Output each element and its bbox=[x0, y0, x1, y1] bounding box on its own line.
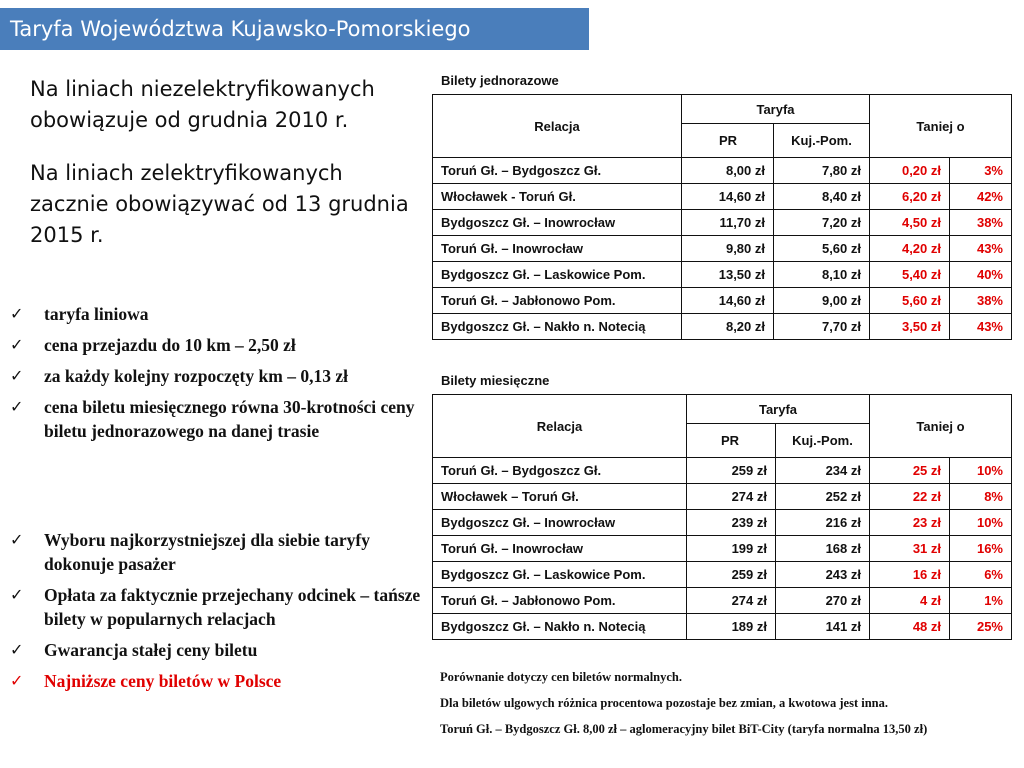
relation-cell: Włocławek - Toruń Gł. bbox=[433, 184, 682, 210]
checkmark-icon: ✓ bbox=[10, 366, 24, 385]
cheaper-amount-cell: 5,60 zł bbox=[870, 288, 950, 314]
kuj-pom-price-cell: 7,80 zł bbox=[774, 158, 870, 184]
footnote: Porównanie dotyczy cen biletów normalnych. bbox=[440, 670, 682, 684]
table-row bbox=[433, 588, 1012, 614]
tariff-header: Taryfa bbox=[687, 395, 870, 424]
relation-cell: Bydgoszcz Gł. – Laskowice Pom. bbox=[433, 562, 687, 588]
kuj-pom-price-cell: 8,40 zł bbox=[774, 184, 870, 210]
cheaper-amount-cell: 31 zł bbox=[870, 536, 950, 562]
cheaper-percent-cell: 43% bbox=[950, 236, 1012, 262]
pr-price-cell: 189 zł bbox=[687, 614, 776, 640]
cheaper-amount-cell: 16 zł bbox=[870, 562, 950, 588]
relation-cell: Bydgoszcz Gł. – Nakło n. Notecią bbox=[433, 614, 687, 640]
pr-price-cell: 239 zł bbox=[687, 510, 776, 536]
cheaper-percent-cell: 10% bbox=[950, 510, 1012, 536]
relation-cell: Toruń Gł. – Inowrocław bbox=[433, 236, 682, 262]
list-item-text: taryfa liniowa bbox=[44, 304, 149, 324]
cheaper-header: Taniej o bbox=[870, 95, 1012, 158]
cheaper-amount-cell: 3,50 zł bbox=[870, 314, 950, 340]
pr-header: PR bbox=[682, 124, 774, 158]
cheaper-percent-cell: 40% bbox=[950, 262, 1012, 288]
relation-cell: Bydgoszcz Gł. – Inowrocław bbox=[433, 210, 682, 236]
cheaper-amount-cell: 5,40 zł bbox=[870, 262, 950, 288]
checkmark-icon: ✓ bbox=[10, 640, 24, 659]
relation-cell: Bydgoszcz Gł. – Nakło n. Notecią bbox=[433, 314, 682, 340]
kuj-pom-price-cell: 243 zł bbox=[776, 562, 870, 588]
cheaper-amount-cell: 0,20 zł bbox=[870, 158, 950, 184]
cheaper-amount-cell: 6,20 zł bbox=[870, 184, 950, 210]
intro-paragraph-1: Na liniach niezelektryfikowanych obowiązuje od grudnia 2010 r. bbox=[30, 77, 375, 132]
table-row bbox=[433, 210, 1012, 236]
monthly-tickets-label: Bilety miesięczne bbox=[441, 373, 550, 388]
footnotes bbox=[440, 664, 1020, 742]
cheaper-percent-cell: 10% bbox=[950, 458, 1012, 484]
pr-header: PR bbox=[687, 424, 776, 458]
list-item bbox=[8, 333, 428, 357]
list-item-highlight bbox=[8, 669, 428, 693]
benefits-list bbox=[8, 528, 428, 700]
table-row bbox=[433, 184, 1012, 210]
cheaper-percent-cell: 6% bbox=[950, 562, 1012, 588]
cheaper-percent-cell: 8% bbox=[950, 484, 1012, 510]
checkmark-icon: ✓ bbox=[10, 304, 24, 323]
kuj-pom-price-cell: 252 zł bbox=[776, 484, 870, 510]
relation-cell: Bydgoszcz Gł. – Laskowice Pom. bbox=[433, 262, 682, 288]
pr-price-cell: 9,80 zł bbox=[682, 236, 774, 262]
intro-text bbox=[30, 74, 410, 273]
list-item bbox=[8, 395, 428, 443]
kuj-pom-price-cell: 216 zł bbox=[776, 510, 870, 536]
kuj-pom-header: Kuj.-Pom. bbox=[774, 124, 870, 158]
table-row bbox=[433, 510, 1012, 536]
pr-price-cell: 274 zł bbox=[687, 484, 776, 510]
cheaper-percent-cell: 38% bbox=[950, 288, 1012, 314]
footnote: Toruń Gł. – Bydgoszcz Gł. 8,00 zł – aglomeracyjny bilet BiT-City (taryfa normalna 13,50 zł) bbox=[440, 722, 928, 736]
table-row bbox=[433, 262, 1012, 288]
relation-header: Relacja bbox=[433, 395, 687, 458]
table-row bbox=[433, 158, 1012, 184]
pr-price-cell: 259 zł bbox=[687, 562, 776, 588]
cheaper-amount-cell: 4,50 zł bbox=[870, 210, 950, 236]
slide-title: Taryfa Województwa Kujawsko-Pomorskiego bbox=[0, 8, 589, 50]
list-item-text: cena biletu miesięcznego równa 30-krotności ceny biletu jednorazowego na danej trasie bbox=[44, 397, 415, 441]
intro-paragraph-2: Na liniach zelektryfikowanych zacznie obowiązywać od 13 grudnia 2015 r. bbox=[30, 161, 409, 247]
kuj-pom-price-cell: 141 zł bbox=[776, 614, 870, 640]
relation-cell: Toruń Gł. – Bydgoszcz Gł. bbox=[433, 158, 682, 184]
kuj-pom-price-cell: 7,20 zł bbox=[774, 210, 870, 236]
relation-cell: Bydgoszcz Gł. – Inowrocław bbox=[433, 510, 687, 536]
cheaper-amount-cell: 25 zł bbox=[870, 458, 950, 484]
table-row bbox=[433, 314, 1012, 340]
cheaper-percent-cell: 43% bbox=[950, 314, 1012, 340]
table-row bbox=[433, 458, 1012, 484]
cheaper-percent-cell: 3% bbox=[950, 158, 1012, 184]
footnote: Dla biletów ulgowych różnica procentowa pozostaje bez zmian, a kwotowa jest inna. bbox=[440, 696, 888, 710]
table-row bbox=[433, 562, 1012, 588]
tariff-rules-list bbox=[8, 302, 428, 450]
monthly-tickets-table bbox=[432, 394, 1012, 640]
list-item-text: Najniższe ceny biletów w Polsce bbox=[44, 671, 282, 691]
cheaper-percent-cell: 16% bbox=[950, 536, 1012, 562]
relation-cell: Toruń Gł. – Jabłonowo Pom. bbox=[433, 288, 682, 314]
pr-price-cell: 8,00 zł bbox=[682, 158, 774, 184]
single-tickets-label: Bilety jednorazowe bbox=[441, 73, 559, 88]
pr-price-cell: 13,50 zł bbox=[682, 262, 774, 288]
cheaper-amount-cell: 22 zł bbox=[870, 484, 950, 510]
checkmark-icon: ✓ bbox=[10, 585, 24, 604]
table-row bbox=[433, 536, 1012, 562]
checkmark-icon: ✓ bbox=[10, 335, 24, 354]
list-item bbox=[8, 528, 428, 576]
list-item bbox=[8, 302, 428, 326]
table-row bbox=[433, 236, 1012, 262]
cheaper-header: Taniej o bbox=[870, 395, 1012, 458]
kuj-pom-header: Kuj.-Pom. bbox=[776, 424, 870, 458]
cheaper-amount-cell: 4 zł bbox=[870, 588, 950, 614]
pr-price-cell: 14,60 zł bbox=[682, 184, 774, 210]
pr-price-cell: 14,60 zł bbox=[682, 288, 774, 314]
checkmark-icon: ✓ bbox=[10, 671, 24, 690]
relation-cell: Toruń Gł. – Inowrocław bbox=[433, 536, 687, 562]
pr-price-cell: 199 zł bbox=[687, 536, 776, 562]
pr-price-cell: 8,20 zł bbox=[682, 314, 774, 340]
pr-price-cell: 11,70 zł bbox=[682, 210, 774, 236]
kuj-pom-price-cell: 7,70 zł bbox=[774, 314, 870, 340]
cheaper-percent-cell: 42% bbox=[950, 184, 1012, 210]
kuj-pom-price-cell: 270 zł bbox=[776, 588, 870, 614]
checkmark-icon: ✓ bbox=[10, 397, 24, 416]
relation-header: Relacja bbox=[433, 95, 682, 158]
relation-cell: Toruń Gł. – Bydgoszcz Gł. bbox=[433, 458, 687, 484]
list-item bbox=[8, 364, 428, 388]
cheaper-percent-cell: 38% bbox=[950, 210, 1012, 236]
tariff-header: Taryfa bbox=[682, 95, 870, 124]
kuj-pom-price-cell: 234 zł bbox=[776, 458, 870, 484]
checkmark-icon: ✓ bbox=[10, 530, 24, 549]
table-row bbox=[433, 484, 1012, 510]
cheaper-percent-cell: 1% bbox=[950, 588, 1012, 614]
kuj-pom-price-cell: 9,00 zł bbox=[774, 288, 870, 314]
list-item-text: Gwarancja stałej ceny biletu bbox=[44, 640, 258, 660]
kuj-pom-price-cell: 5,60 zł bbox=[774, 236, 870, 262]
list-item-text: za każdy kolejny rozpoczęty km – 0,13 zł bbox=[44, 366, 348, 386]
cheaper-amount-cell: 4,20 zł bbox=[870, 236, 950, 262]
list-item bbox=[8, 638, 428, 662]
cheaper-amount-cell: 48 zł bbox=[870, 614, 950, 640]
list-item-text: Opłata za faktycznie przejechany odcinek – tańsze bilety w popularnych relacjach bbox=[44, 585, 421, 629]
single-tickets-table bbox=[432, 94, 1012, 340]
kuj-pom-price-cell: 8,10 zł bbox=[774, 262, 870, 288]
pr-price-cell: 259 zł bbox=[687, 458, 776, 484]
relation-cell: Włocławek – Toruń Gł. bbox=[433, 484, 687, 510]
pr-price-cell: 274 zł bbox=[687, 588, 776, 614]
relation-cell: Toruń Gł. – Jabłonowo Pom. bbox=[433, 588, 687, 614]
cheaper-percent-cell: 25% bbox=[950, 614, 1012, 640]
table-row bbox=[433, 614, 1012, 640]
cheaper-amount-cell: 23 zł bbox=[870, 510, 950, 536]
list-item-text: cena przejazdu do 10 km – 2,50 zł bbox=[44, 335, 296, 355]
list-item bbox=[8, 583, 428, 631]
list-item-text: Wyboru najkorzystniejszej dla siebie taryfy dokonuje pasażer bbox=[44, 530, 370, 574]
table-row bbox=[433, 288, 1012, 314]
kuj-pom-price-cell: 168 zł bbox=[776, 536, 870, 562]
